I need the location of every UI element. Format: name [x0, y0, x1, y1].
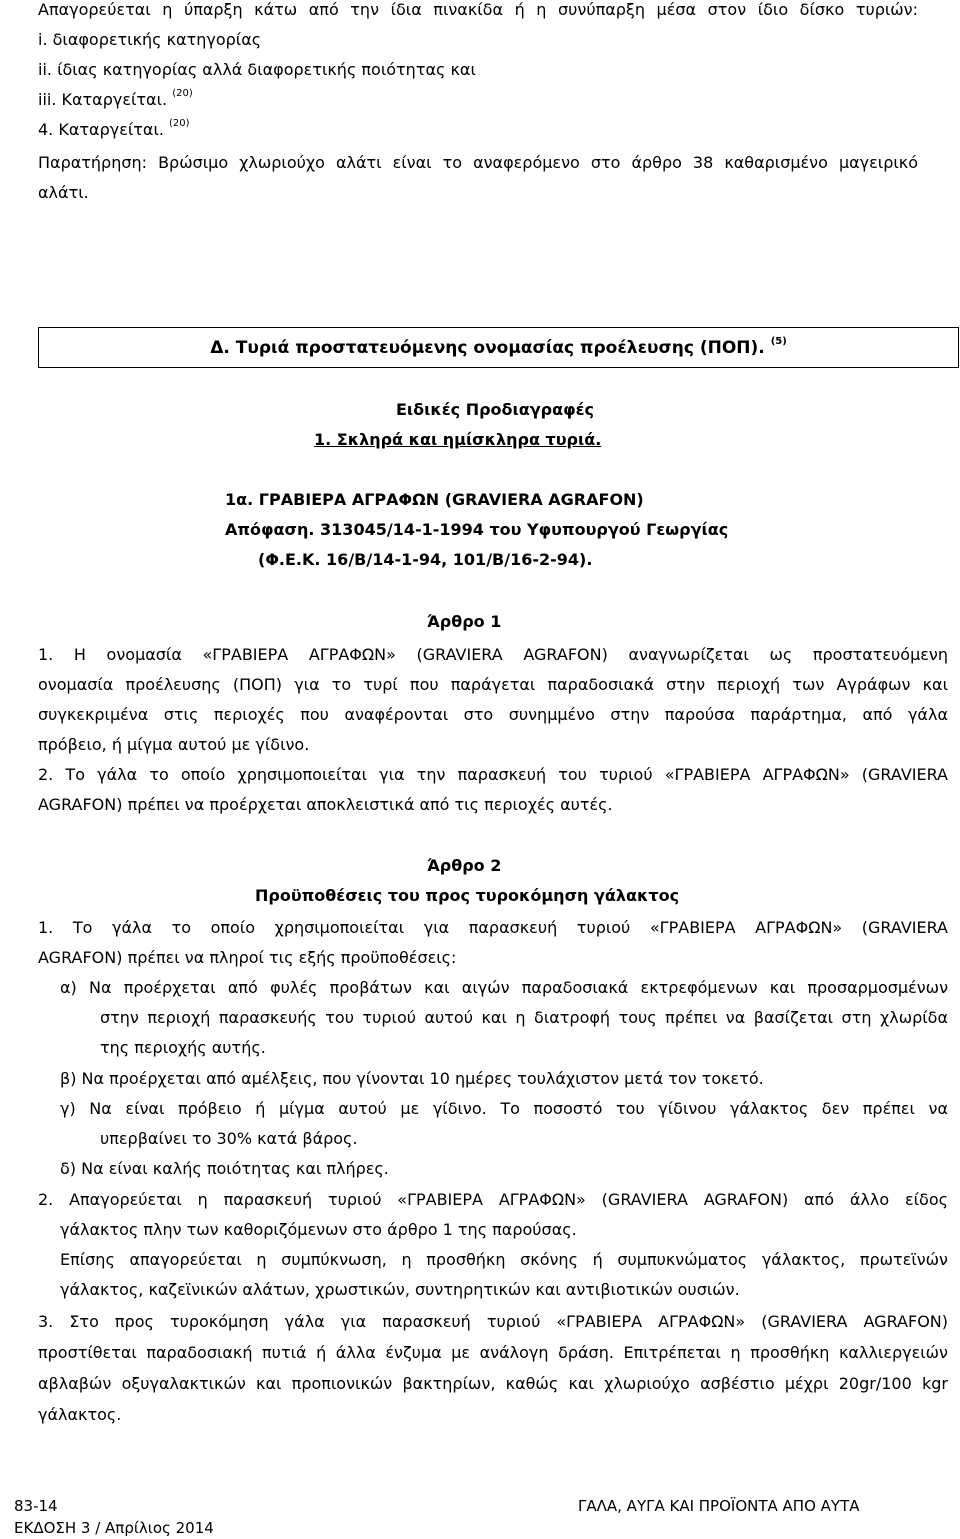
text-line: i. διαφορετικής κατηγορίας [38, 30, 262, 49]
article-2-subtitle: Προϋποθέσεις του προς τυροκόμηση γάλακτος [255, 886, 680, 905]
list-item-b: β) Να προέρχεται από αμέλξεις, που γίνονται 10 ημέρες τουλάχιστον μετά τον τοκετό. [60, 1069, 764, 1088]
text-line: υπερβαίνει το 30% κατά βάρος. [100, 1129, 358, 1148]
section-title-box [38, 327, 959, 368]
specs-heading: Ειδικές Προδιαγραφές [395, 400, 595, 419]
footnote-ref: (20) [172, 88, 193, 99]
text-line: 2. Απαγορεύεται η παρασκευή τυριού «ΓΡΑΒΙΕΡΑ ΑΓΡΑΦΩΝ» (GRAVIERA AGRAFON) από άλλο είδος [38, 1190, 948, 1209]
article-1-title: Άρθρο 1 [427, 612, 502, 631]
list-item-c: γ) Να είναι πρόβειο ή μίγμα αυτού με γίδινο. Το ποσοστό του γίδινου γάλακτος δεν πρέπει να [60, 1099, 948, 1118]
text-line: AGRAFON) πρέπει να προέρχεται αποκλειστικά από τις περιοχές αυτές. [38, 795, 613, 814]
text-line: συγκεκριμένα στις περιοχές που αναφέρονται στο συνημμένο στην παρούσα παράρτημα, από γάλα [38, 705, 948, 724]
text-line: στην περιοχή παρασκευής του τυριού αυτού και η διατροφή τους πρέπει να βασίζεται στη χλωρίδα [100, 1008, 948, 1027]
list-item-a: α) Να προέρχεται από φυλές προβάτων και αιγών παραδοσιακά εκτρεφόμενων και προσαρμοσμένων [60, 978, 948, 997]
text-line: της περιοχής αυτής. [100, 1038, 266, 1057]
section-title [39, 338, 958, 358]
text-line: προστίθεται παραδοσιακή πυτιά ή άλλα ένζυμα με ανάλογη δράση. Επιτρέπεται η προσθήκη καλλιεργειών [38, 1343, 948, 1362]
text-line: Παρατήρηση: Βρώσιμο χλωριούχο αλάτι είναι το αναφερόμενο στο άρθρο 38 καθαρισμένο μαγειρικό [38, 153, 918, 172]
chapter-title: ΓΑΛΑ, ΑΥΓΑ ΚΑΙ ΠΡΟΪΟΝΤΑ ΑΠΟ ΑΥΤΑ [578, 1497, 860, 1515]
text-line: Απαγορεύεται η ύπαρξη κάτω από την ίδια πινακίδα ή η συνύπαρξη μέσα στον ίδιο δίσκο τυριών: [38, 0, 918, 19]
footnote-ref: (5) [770, 336, 787, 347]
page-number: 83-14 [14, 1497, 58, 1515]
text-span: 4. Καταργείται. [38, 120, 164, 139]
text-line: πρόβειο, ή μίγμα αυτού με γίδινο. [38, 735, 310, 754]
text-span: iii. Καταργείται. [38, 90, 168, 109]
text-line: γάλακτος, καζεϊνικών αλάτων, χρωστικών, συντηρητικών και αντιβιοτικών ουσιών. [60, 1280, 740, 1299]
text-line: 1. Η ονομασία «ΓΡΑΒΙΕΡΑ ΑΓΡΑΦΩΝ» (GRAVIERA AGRAFON) αναγνωρίζεται ως προστατευόμενη [38, 645, 948, 664]
text-line: Επίσης απαγορεύεται η συμπύκνωση, η προσθήκη σκόνης ή συμπυκνώματος γάλακτος, πρωτεϊνών [60, 1250, 948, 1269]
edition: ΕΚΔΟΣΗ 3 / Απρίλιος 2014 [14, 1519, 214, 1537]
text-line [38, 90, 193, 110]
text-line: 2. Το γάλα το οποίο χρησιμοποιείται για την παρασκευή του τυριού «ΓΡΑΒΙΕΡΑ ΑΓΡΑΦΩΝ» (GRAVIERA [38, 765, 948, 784]
text-line: αλάτι. [38, 183, 89, 202]
category-heading: 1. Σκληρά και ημίσκληρα τυριά. [314, 430, 602, 449]
section-title-text: Δ. Τυριά προστατευόμενης ονομασίας προέλευσης (ΠΟΠ). [210, 338, 765, 358]
text-line: AGRAFON) πρέπει να πληροί τις εξής προϋποθέσεις: [38, 948, 457, 967]
text-line: ονομασία προέλευσης (ΠΟΠ) για το τυρί που παράγεται παραδοσιακά στην περιοχή των Αγράφων και [38, 675, 948, 694]
text-line: γάλακτος πλην των καθοριζόμενων στο άρθρο 1 της παρούσας. [60, 1220, 577, 1239]
text-line: 1. Το γάλα το οποίο χρησιμοποιείται για παρασκευή τυριού «ΓΡΑΒΙΕΡΑ ΑΓΡΑΦΩΝ» (GRAVIERA [38, 918, 948, 937]
fek-ref: (Φ.Ε.Κ. 16/Β/14-1-94, 101/Β/16-2-94). [258, 550, 593, 569]
text-line: γάλακτος. [38, 1405, 122, 1424]
footnote-ref: (20) [169, 118, 190, 129]
article-2-title: Άρθρο 2 [427, 856, 502, 875]
text-line: ii. ίδιας κατηγορίας αλλά διαφορετικής ποιότητας και [38, 60, 476, 79]
text-line: αβλαβών οξυγαλακτικών και προπιονικών βακτηρίων, καθώς και χλωριούχο ασβέστιο μέχρι 20gr/100 kgr [38, 1374, 948, 1393]
text-line [38, 120, 190, 140]
list-item-d: δ) Να είναι καλής ποιότητας και πλήρες. [60, 1159, 389, 1178]
text-line: 3. Στο προς τυροκόμηση γάλα για παρασκευή τυριού «ΓΡΑΒΙΕΡΑ ΑΓΡΑΦΩΝ» (GRAVIERA AGRAFON) [38, 1312, 948, 1331]
cheese-name: 1α. ΓΡΑΒΙΕΡΑ ΑΓΡΑΦΩΝ (GRAVIERA AGRAFON) [225, 490, 644, 509]
decision-ref: Απόφαση. 313045/14-1-1994 του Υφυπουργού Γεωργίας [225, 520, 729, 539]
